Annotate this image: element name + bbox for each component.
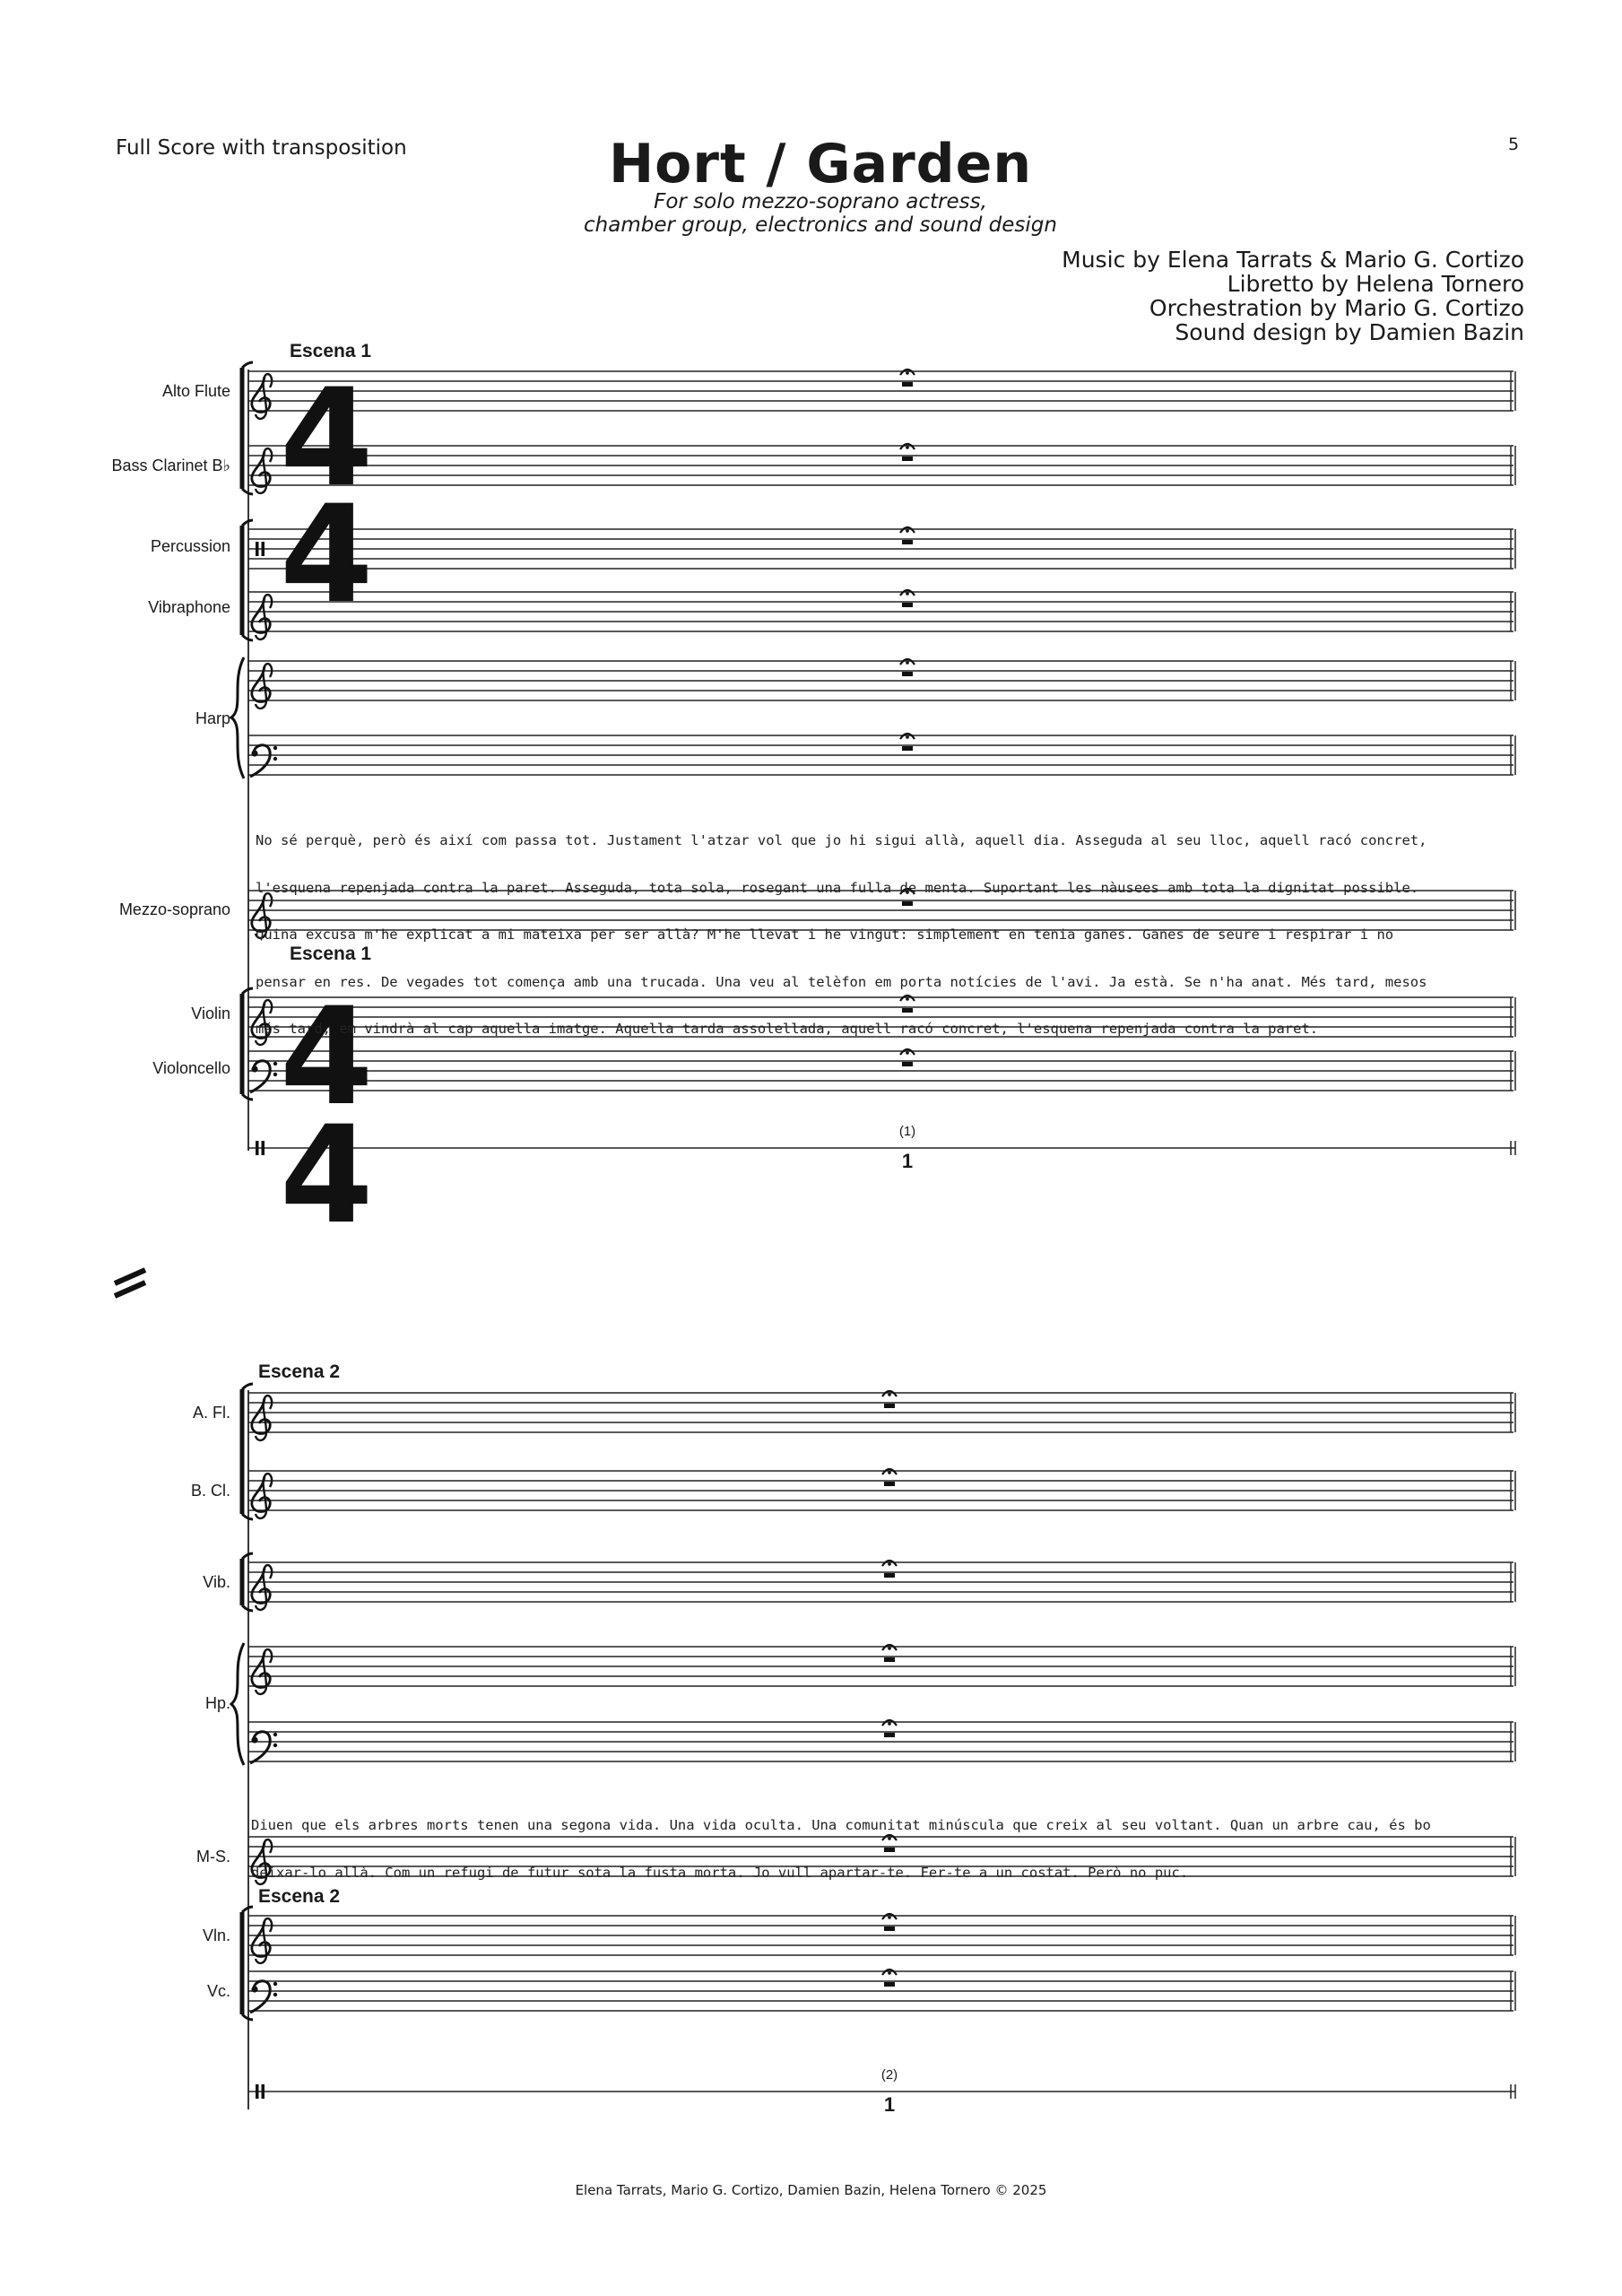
fermata-rest-icon [882,1391,897,1408]
staff-violoncello [248,1971,1514,2011]
fermata-rest-icon [900,590,915,607]
staff-alto-flute [248,1393,1514,1432]
staff-harp-bass [248,1722,1514,1761]
measure-label: (1) [898,1124,916,1139]
instrument-label: Vibraphone [148,598,230,616]
instrument-label: M-S. [196,1848,230,1866]
fermata-rest-icon [882,1970,897,1987]
fermata-rest-icon [900,527,915,544]
fermata-rest-icon [900,444,915,461]
page-number: 5 [1508,135,1520,154]
lyric-line: més tard, em vindrà al cap aquella imatge. Aquella tarda assolellada, aquell racó concret, l'esquena repenjada contra la paret. [256,1021,1319,1037]
staff-vibraphone [248,592,1514,631]
lyric-line: Diuen que els arbres morts tenen una segona vida. Una vida oculta. Una comunitat minúscula que creix al seu voltant. Quan un arbre cau, és bo [251,1817,1431,1833]
fermata-rest-icon [900,659,915,676]
fermata-rest-icon [882,1469,897,1486]
subtitle-line-1: For solo mezzo-soprano actress, [654,190,987,213]
instrument-label: B. Cl. [190,1482,230,1500]
time-signature: 4 [280,477,374,633]
instrument-label: Vln. [202,1926,230,1944]
staff-percussion [248,529,1514,569]
instrument-label: Percussion [150,537,230,555]
fermata-rest-icon [882,1561,897,1578]
score-type-label: Full Score with transposition [116,136,407,160]
instrument-label: Mezzo-soprano [118,900,230,918]
credit-music: Music by Elena Tarrats & Mario G. Cortizo [1062,247,1524,273]
credit-orchestration: Orchestration by Mario G. Cortizo [1149,295,1524,321]
measure-label: (2) [880,2067,898,2083]
lyric-line: l'esquena repenjada contra la paret. Asseguda, tota sola, rosegant una fulla de menta. Suportant les nàusees amb tota la dignitat possible. [256,879,1419,896]
lyric-line: Quina excusa m'he explicat a mi mateixa per ser allà? M'he llevat i he vingut: simplement en tenia ganes. Ganes de seure i respirar i no [256,926,1394,943]
instrument-label: Hp. [204,1694,230,1712]
instrument-label: Vib. [203,1573,230,1591]
lyrics-block [251,1787,1431,1897]
lyric-line: pensar en res. De vegades tot comença amb una trucada. Una veu al telèfon em porta notícies de l'avi. Ja està. Se n'ha anat. Més tard, mesos [256,973,1427,990]
fermata-rest-icon [900,370,915,387]
fermata-rest-icon [882,1720,897,1737]
time-signature: 4 [280,361,374,517]
bass-clef-icon [250,745,277,777]
staff-harp-treble [248,1647,1514,1686]
bass-clef-icon [250,1732,277,1763]
instrument-label: Bass Clarinet B♭ [111,457,230,474]
staff-alto-flute [248,371,1514,411]
instrument-label: A. Fl. [192,1404,230,1422]
lyric-line: deixar-lo allà. Com un refugi de futur sota la fusta morta. Jo vull apartar-te. Fer-te a un costat. Però no puc. [251,1864,1189,1881]
staff-bass-clarinet [248,446,1514,485]
rehearsal-mark: Escena 1 [290,944,372,964]
fermata-rest-icon [900,734,915,751]
measure-number: 1 [901,1150,914,1172]
page-title: Hort / Garden [608,133,1033,196]
time-signature: 4 [280,1098,374,1254]
bass-clef-icon [250,1981,277,2013]
staff-violoncello [248,1051,1514,1091]
system-separator-icon [115,1270,145,1296]
fermata-rest-icon [882,1645,897,1662]
subtitle-line-2: chamber group, electronics and sound design [584,213,1057,237]
bass-clef-icon [250,1061,277,1092]
instrument-label: Vc. [206,1982,230,2000]
rehearsal-mark: Escena 2 [258,1886,341,1907]
staff-vibraphone [248,1562,1514,1602]
system-2 [231,1384,1515,2109]
credit-libretto: Libretto by Helena Tornero [1227,271,1524,297]
copyright-footer: Elena Tarrats, Mario G. Cortizo, Damien Bazin, Helena Tornero © 2025 [575,2182,1047,2198]
lyrics-block [256,802,1427,1053]
instrument-label: Violin [191,1004,230,1022]
time-signature: 4 [280,979,374,1135]
rehearsal-mark: Escena 2 [258,1361,341,1382]
staff-bass-clarinet [248,1471,1514,1510]
instrument-label: Alto Flute [161,382,230,400]
staff-violin [248,1916,1514,1955]
instrument-label: Violoncello [152,1059,230,1077]
measure-number: 1 [883,2093,896,2116]
staff-harp-bass [248,735,1514,775]
lyric-line: No sé perquè, però és així com passa tot. Justament l'atzar vol que jo hi sigui allà, aquell dia. Asseguda al seu lloc, aquell racó concret, [256,832,1427,848]
rehearsal-mark: Escena 1 [290,341,372,361]
fermata-rest-icon [882,1914,897,1931]
credit-sound-design: Sound design by Damien Bazin [1175,319,1524,345]
instrument-label: Harp [195,709,230,727]
staff-harp-treble [248,661,1514,700]
